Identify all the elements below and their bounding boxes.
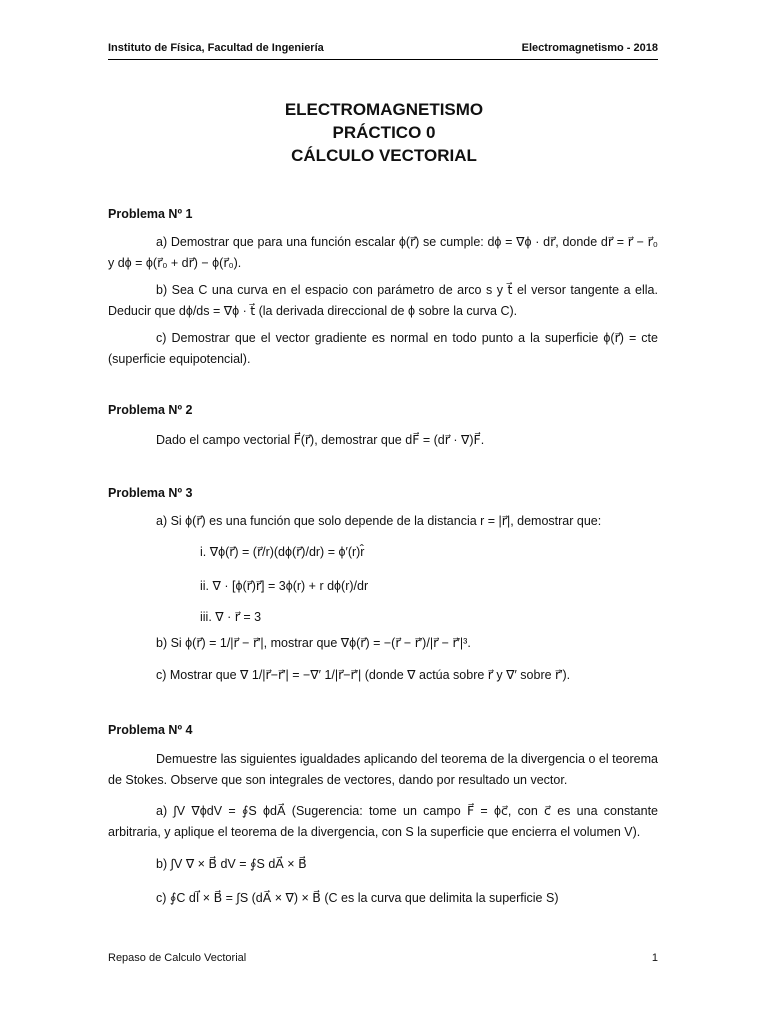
page-header [108, 42, 658, 54]
page-footer [108, 952, 658, 964]
problem-3c: c) Mostrar que ∇ 1/|r⃗−r⃗′| = −∇′ 1/|r⃗−r⃗′| (donde ∇ actúa sobre r⃗ y ∇′ sobre r⃗′). [156, 668, 571, 682]
problem-3a: a) Si ϕ(r⃗) es una función que solo depende de la distancia r = |r⃗|, demostrar que: [156, 514, 602, 528]
title-line-2: PRÁCTICO 0 [332, 123, 436, 142]
problem-4-intro: Demuestre las siguientes igualdades aplicando del teorema de la divergencia o el teorema de Stokes. Observe que son integrales de vectores, dando por resultado un vector. [108, 752, 658, 787]
header-institution: Instituto de Física, Facultad de Ingeniería [108, 42, 324, 54]
title-line-1: ELECTROMAGNETISMO [284, 100, 484, 119]
problem-3a-ii: ii. ∇ · [ϕ(r⃗)r⃗] = 3ϕ(r) + r dϕ(r)/dr [200, 579, 369, 593]
problem-2-text: Dado el campo vectorial F⃗(r⃗), demostrar que dF⃗ = (dr⃗ · ∇)F⃗. [156, 433, 485, 447]
problem-4-heading: Problema Nº 4 [108, 723, 193, 737]
problem-3-heading: Problema Nº 3 [108, 486, 193, 500]
title-line-3: CÁLCULO VECTORIAL [291, 146, 477, 165]
document-title [0, 98, 768, 167]
problem-1b: b) Sea C una curva en el espacio con parámetro de arco s y t⃗ el versor tangente a ella. Deducir que dϕ/ds = ∇ϕ · t⃗ (la derivada direccional de ϕ sobre la curva C). [108, 283, 658, 318]
problem-4b: b) ∫V ∇ × B⃗ dV = ∮S dA⃗ × B⃗ [156, 857, 307, 871]
problem-1c: c) Demostrar que el vector gradiente es normal en todo punto a la superficie ϕ(r⃗) = cte (superficie equipotencial). [108, 331, 658, 366]
header-course: Electromagnetismo - 2018 [521, 42, 658, 54]
problem-1-heading: Problema Nº 1 [108, 207, 193, 221]
problem-3a-iii: iii. ∇ · r⃗ = 3 [200, 610, 262, 624]
header-rule [108, 59, 658, 60]
problem-4a: a) ∫V ∇ϕdV = ∮S ϕdA⃗ (Sugerencia: tome un campo F⃗ = ϕc⃗, con c⃗ es una constante arbitraria, y aplique el teorema de la divergencia, con S la superficie que encierra el volumen V). [108, 804, 658, 839]
problem-1a: a) Demostrar que para una función escalar ϕ(r⃗) se cumple: dϕ = ∇ϕ · dr⃗, donde dr⃗ = r⃗ − r⃗₀ y dϕ = ϕ(r⃗₀ + dr⃗) − ϕ(r⃗₀). [108, 235, 658, 270]
problem-3b: b) Si ϕ(r⃗) = 1/|r⃗ − r⃗′|, mostrar que ∇ϕ(r⃗) = −(r⃗ − r⃗′)/|r⃗ − r⃗′|³. [156, 636, 471, 650]
problem-3a-i: i. ∇ϕ(r⃗) = (r⃗/r)(dϕ(r⃗)/dr) = ϕ′(r)r̂ [200, 545, 365, 559]
problem-2-heading: Problema Nº 2 [108, 403, 193, 417]
page-number: 1 [651, 952, 658, 964]
footer-title: Repaso de Calculo Vectorial [108, 952, 247, 964]
problem-4c: c) ∮C dl⃗ × B⃗ = ∫S (dA⃗ × ∇) × B⃗ (C es la curva que delimita la superficie S) [156, 891, 559, 905]
